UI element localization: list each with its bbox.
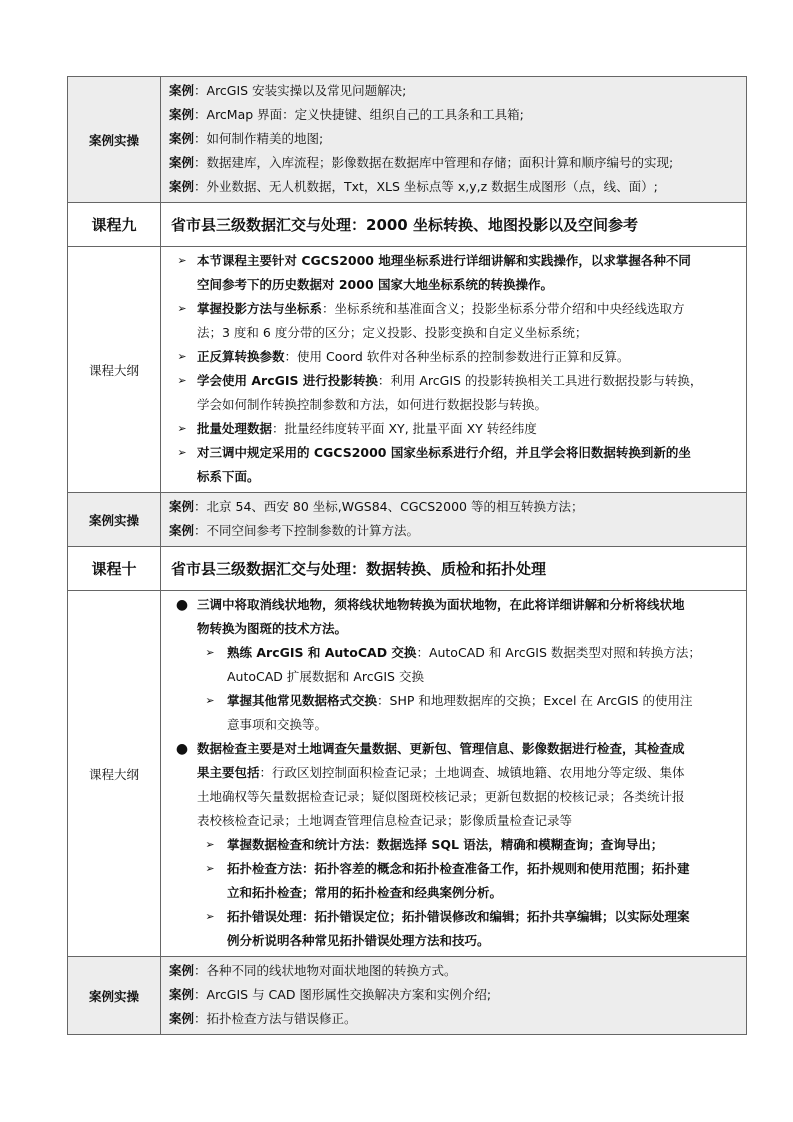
dot-bullet-icon: ● — [175, 741, 189, 757]
outline-item: ➢ 学会使用 ArcGIS 进行投影转换：利用 ArcGIS 的投影转换相关工具进行数据投影与转换， 学会如何制作转换控制参数和方法，如何进行数据投影与转换。 — [169, 369, 740, 417]
arrow-bullet-icon: ➢ — [177, 374, 187, 387]
outline-subitem: ➢ 掌握其他常见数据格式交换：SHP 和地理数据库的交换；Excel 在 ArcGIS 的使用注 意事项和交换等。 — [169, 689, 740, 737]
lesson-number: 课程十 — [68, 547, 161, 591]
lesson-title: 省市县三级数据汇交与处理：2000 坐标转换、地图投影以及空间参考 — [161, 203, 747, 247]
case-line: 案例：数据建库，入库流程；影像数据在数据库中管理和存储；面积计算和顺序编号的实现; — [169, 155, 674, 170]
arrow-bullet-icon: ➢ — [205, 646, 215, 659]
arrow-bullet-icon: ➢ — [177, 446, 187, 459]
case-list — [161, 957, 747, 1035]
case-line: 案例：ArcMap 界面：定义快捷键、组织自己的工具条和工具箱; — [169, 107, 524, 122]
outline-subitem: ➢ 熟练 ArcGIS 和 AutoCAD 交换：AutoCAD 和 ArcGIS 数据类型对照和转换方法； AutoCAD 扩展数据和 ArcGIS 交换 — [169, 641, 740, 689]
outline-item: ➢ 批量处理数据：批量经纬度转平面 XY, 批量平面 XY 转经纬度 — [169, 417, 740, 441]
arrow-bullet-icon: ➢ — [205, 910, 215, 923]
outline-item: ➢ 本节课程主要针对 CGCS2000 地理坐标系进行详细讲解和实践操作，以求掌握各种不同 空间参考下的历史数据对 2000 国家大地坐标系统的转换操作。 — [169, 249, 740, 297]
outline-row — [68, 247, 747, 493]
case-line: 案例：ArcGIS 与 CAD 图形属性交换解决方案和实例介绍; — [169, 987, 492, 1002]
outline-label: 课程大纲 — [68, 591, 161, 957]
lesson-header-row — [68, 547, 747, 591]
outline-item: ● 数据检查主要是对土地调查矢量数据、更新包、管理信息、影像数据进行检查，其检查成 果主要包括：行政区划控制面积检查记录；土地调查、城镇地籍、农用地分等定级、集体 土地确权等矢量数据检查记录；疑似图斑校核记录；更新包数据的校核记录；各类统计报 表校核检查记录；土地调查管理信息检查记录；影像质量检查记录等 — [169, 737, 740, 833]
case-label: 案例实操 — [68, 957, 161, 1035]
case-line: 案例：外业数据、无人机数据，Txt，XLS 坐标点等 x,y,z 数据生成图形（点，线、面）; — [169, 179, 658, 194]
outline-item: ● 三调中将取消线状地物，须将线状地物转换为面状地物，在此将详细讲解和分析将线状地 物转换为图斑的技术方法。 — [169, 593, 740, 641]
lesson-number: 课程九 — [68, 203, 161, 247]
outline-item: ➢ 正反算转换参数：使用 Coord 软件对各种坐标系的控制参数进行正算和反算。 — [169, 345, 740, 369]
dot-bullet-icon: ● — [175, 597, 189, 613]
arrow-bullet-icon: ➢ — [205, 838, 215, 851]
case-row-2 — [68, 493, 747, 547]
case-line: 案例：ArcGIS 安装实操以及常见问题解决; — [169, 83, 407, 98]
outline-subitem: ➢ 掌握数据检查和统计方法：数据选择 SQL 语法，精确和模糊查询；查询导出； — [169, 833, 740, 857]
case-list — [161, 77, 747, 203]
outline-list — [161, 591, 747, 957]
outline-item: ➢ 掌握投影方法与坐标系：坐标系统和基准面含义；投影坐标系分带介绍和中央经线选取方 法；3 度和 6 度分带的区分；定义投影、投影变换和自定义坐标系统； — [169, 297, 740, 345]
case-row-1 — [68, 77, 747, 203]
outline-item: ➢ 对三调中规定采用的 CGCS2000 国家坐标系进行介绍，并且学会将旧数据转换到新的坐 标系下面。 — [169, 441, 740, 489]
case-list — [161, 493, 747, 547]
outline-row — [68, 591, 747, 957]
case-label: 案例实操 — [68, 77, 161, 203]
case-line: 案例：不同空间参考下控制参数的计算方法。 — [169, 523, 420, 538]
case-label: 案例实操 — [68, 493, 161, 547]
outline-subitem: ➢ 拓扑错误处理：拓扑错误定位；拓扑错误修改和编辑；拓扑共享编辑；以实际处理案 例分析说明各种常见拓扑错误处理方法和技巧。 — [169, 905, 740, 953]
course-table — [67, 76, 747, 1035]
arrow-bullet-icon: ➢ — [177, 350, 187, 363]
case-row-3 — [68, 957, 747, 1035]
arrow-bullet-icon: ➢ — [177, 422, 187, 435]
case-line: 案例：拓扑检查方法与错误修正。 — [169, 1011, 357, 1026]
arrow-bullet-icon: ➢ — [205, 862, 215, 875]
outline-label: 课程大纲 — [68, 247, 161, 493]
lesson-header-row — [68, 203, 747, 247]
arrow-bullet-icon: ➢ — [205, 694, 215, 707]
lesson-title: 省市县三级数据汇交与处理：数据转换、质检和拓扑处理 — [161, 547, 747, 591]
case-line: 案例：各种不同的线状地物对面状地图的转换方式。 — [169, 963, 457, 978]
outline-list — [161, 247, 747, 493]
case-line: 案例：如何制作精美的地图; — [169, 131, 324, 146]
outline-subitem: ➢ 拓扑检查方法：拓扑容差的概念和拓扑检查准备工作，拓扑规则和使用范围；拓扑建 立和拓扑检查；常用的拓扑检查和经典案例分析。 — [169, 857, 740, 905]
case-line: 案例：北京 54、西安 80 坐标,WGS84、CGCS2000 等的相互转换方法； — [169, 499, 584, 514]
arrow-bullet-icon: ➢ — [177, 254, 187, 267]
arrow-bullet-icon: ➢ — [177, 302, 187, 315]
